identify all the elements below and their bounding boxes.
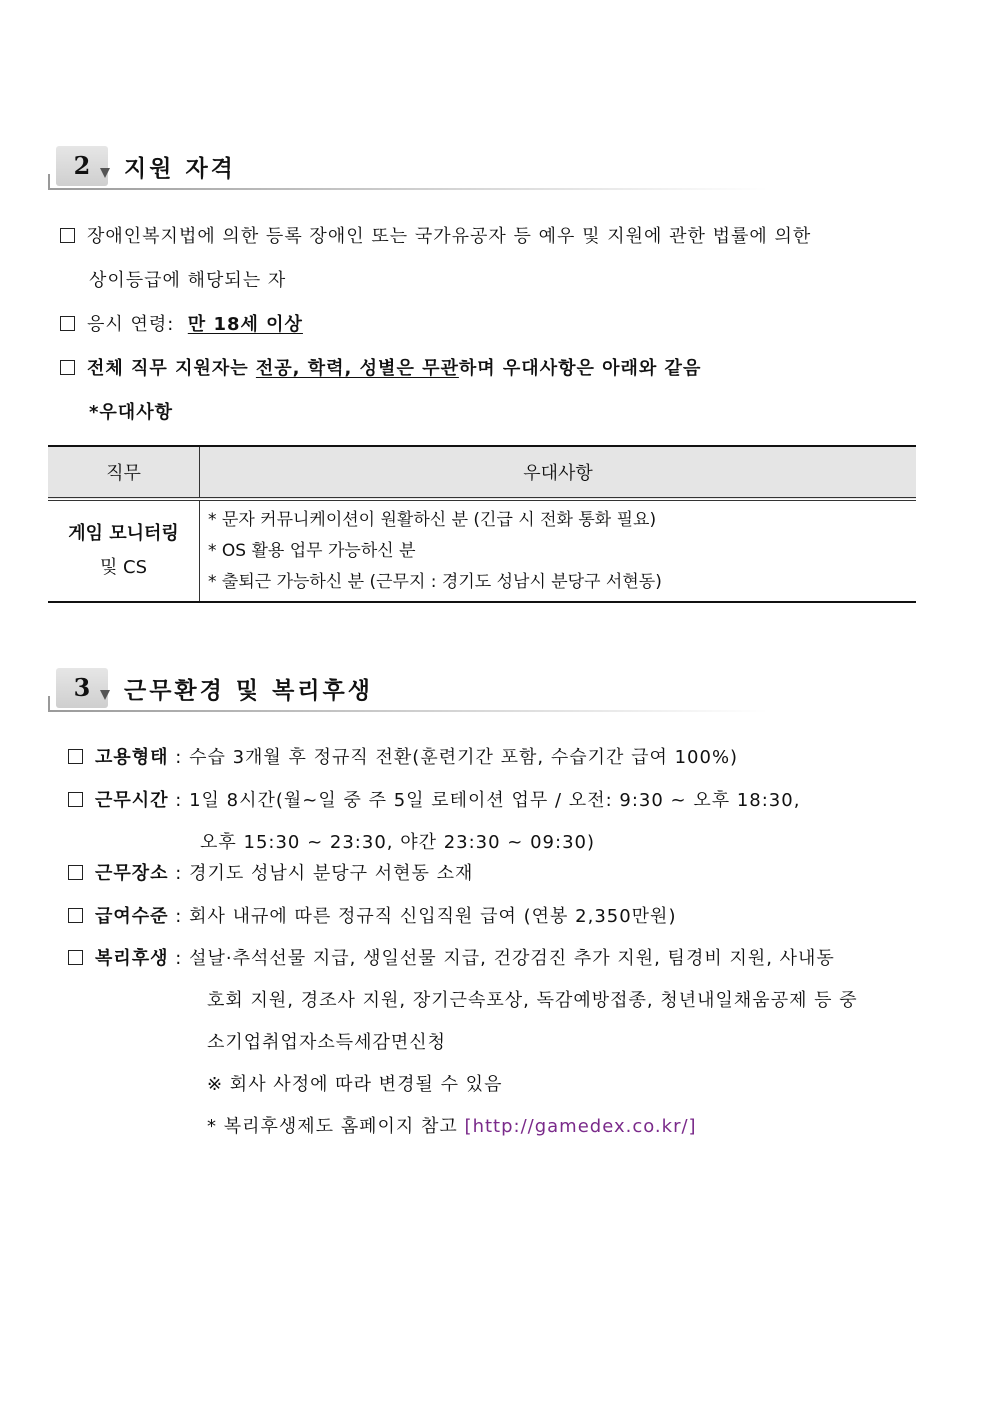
text-pre: 전체 직무 지원자는 (87, 358, 256, 379)
job-name-line1: 게임 모니터링 (68, 523, 179, 544)
homepage-text: * 복리후생제도 홈페이지 참고 (207, 1116, 465, 1137)
row-value: : 1일 8시간(월~일 중 주 5일 로테이션 업무 / 오전: 9:30 ~ 오후 18:30, (175, 790, 801, 811)
row-label: 근무시간 (95, 790, 169, 811)
checkbox-icon (60, 228, 75, 243)
welfare-row-cont: 호회 지원, 경조사 지원, 장기근속포상, 독감예방접종, 청년내일채움공제 등 중 (207, 990, 858, 1011)
welfare-note: ※ 회사 사정에 따라 변경될 수 있음 (207, 1074, 503, 1095)
preference-table (48, 445, 916, 603)
checkbox-icon (68, 749, 83, 764)
section-3-header (48, 668, 768, 712)
qualification-item-3 (60, 354, 701, 380)
job-cell (48, 499, 200, 602)
checkbox-icon (68, 792, 83, 807)
homepage-link[interactable]: [http://gamedex.co.kr/] (464, 1116, 697, 1137)
checkbox-icon (68, 950, 83, 965)
table-row (48, 499, 916, 602)
text-post: 하며 우대사항은 아래와 같음 (458, 358, 702, 379)
checkbox-icon (60, 316, 75, 331)
preference-label: *우대사항 (89, 402, 173, 423)
qualification-item-1-cont: 상이등급에 해당되는 자 (89, 270, 287, 291)
age-value: 만 18세 이상 (187, 314, 303, 335)
homepage-row (207, 1112, 697, 1138)
qualification-item-2 (60, 310, 303, 336)
preference-item: * OS 활용 업무 가능하신 분 (208, 540, 416, 561)
section-2-header (48, 146, 768, 190)
section-number-badge: 3 (56, 668, 108, 708)
welfare-row-cont: 소기업취업자소득세감면신청 (207, 1032, 447, 1053)
job-name-line2: 및 CS (99, 557, 148, 578)
row-label: 고용형태 (95, 747, 169, 768)
salary-row (68, 902, 676, 928)
section-title: 지원 자격 (124, 156, 236, 182)
section-number-badge: 2 (56, 146, 108, 186)
checkbox-icon (68, 908, 83, 923)
row-label: 복리후생 (95, 948, 169, 969)
row-label: 급여수준 (95, 906, 169, 927)
qualification-text: 장애인복지법에 의한 등록 장애인 또는 국가유공자 등 예우 및 지원에 관한 법률에 의한 (87, 226, 812, 247)
welfare-row (68, 944, 835, 970)
header-job: 직무 (48, 446, 200, 499)
arrow-down-icon (100, 690, 110, 700)
hours-row-cont: 오후 15:30 ~ 23:30, 야간 23:30 ~ 09:30) (200, 832, 596, 853)
arrow-down-icon (100, 168, 110, 178)
header-underline (48, 710, 768, 712)
checkbox-icon (68, 865, 83, 880)
row-label: 근무장소 (95, 863, 169, 884)
table-header-row (48, 446, 916, 499)
location-row (68, 859, 473, 885)
checkbox-icon (60, 360, 75, 375)
preference-item: * 출퇴근 가능하신 분 (근무지 : 경기도 성남시 분당구 서현동) (208, 571, 662, 592)
preference-item: * 문자 커뮤니케이션이 원활하신 분 (긴급 시 전화 통화 필요) (208, 509, 657, 530)
employment-row (68, 743, 738, 769)
qualification-item-1 (60, 222, 811, 248)
header-preference: 우대사항 (200, 446, 917, 499)
preference-cell (200, 499, 917, 602)
row-value: : 설날·추석선물 지급, 생일선물 지급, 건강검진 추가 지원, 팀경비 지원, 사내동 (175, 948, 835, 969)
row-value: : 경기도 성남시 분당구 서현동 소재 (175, 863, 474, 884)
age-label: 응시 연령: (87, 314, 182, 335)
hours-row (68, 786, 800, 812)
header-underline (48, 188, 768, 190)
row-value: : 회사 내규에 따른 정규직 신입직원 급여 (연봉 2,350만원) (175, 906, 677, 927)
text-underlined: 전공, 학력, 성별은 무관 (255, 358, 459, 379)
section-title: 근무환경 및 복리후생 (124, 678, 373, 704)
row-value: : 수습 3개월 후 정규직 전환(훈련기간 포함, 수습기간 급여 100%) (175, 747, 739, 768)
